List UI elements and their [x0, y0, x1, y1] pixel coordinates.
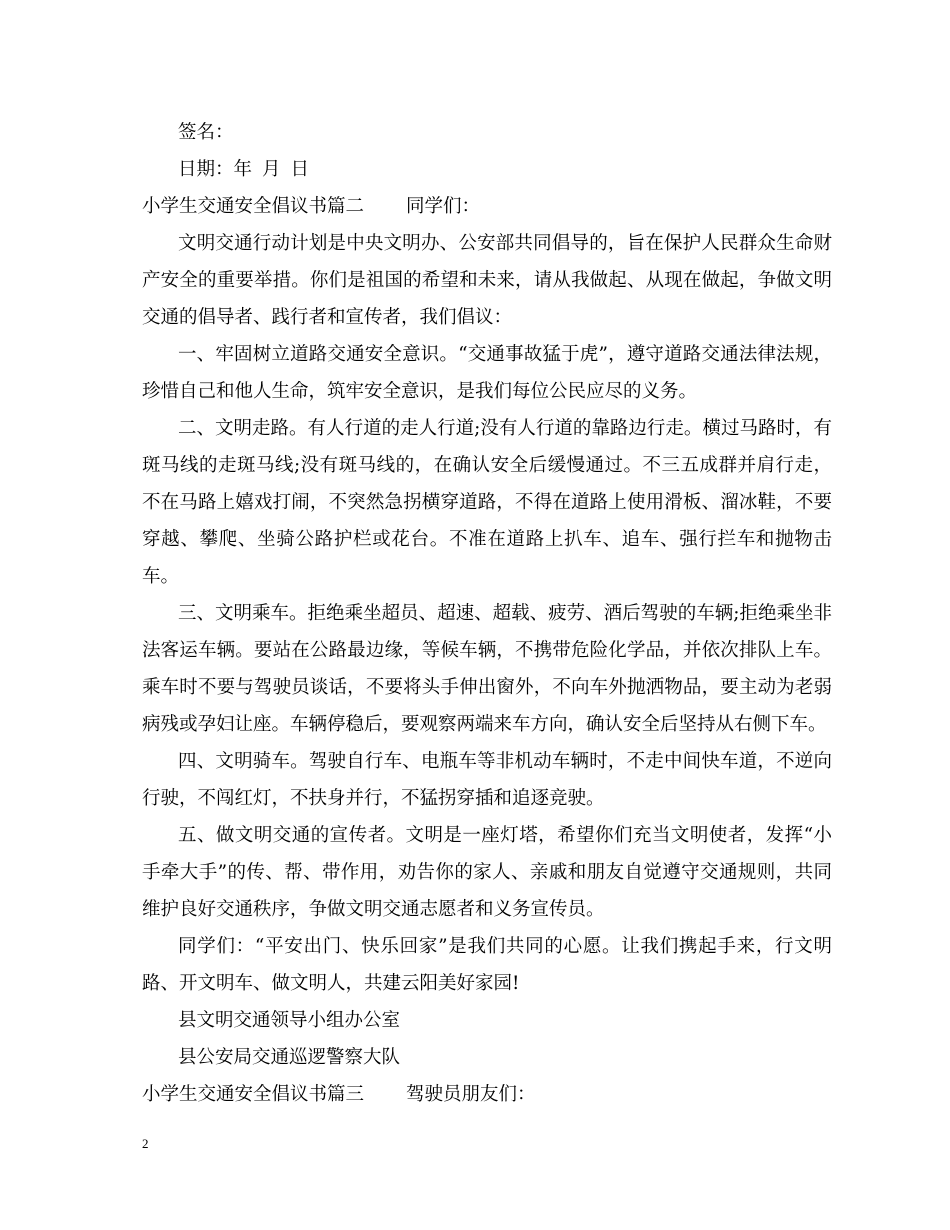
date-month: 月	[262, 159, 281, 180]
section2-paragraph-3: 三、文明乘车。拒绝乘坐超员、超速、超载、疲劳、酒后驾驶的车辆;拒绝乘坐非法客运车辆。要站在公路最边缘，等候车辆，不携带危险化学品，并依次排队上车。乘车时不要与驾驶员谈话，不要将头手伸出窗外，不向车外抛洒物品，要主动为老弱病残或孕妇让座。车辆停稳后，要观察两端来车方向，确认安全后坚持从右侧下车。	[142, 603, 832, 735]
section2-heading: 小学生交通安全倡议书篇二	[142, 196, 365, 217]
page-number: 2	[142, 1136, 149, 1151]
section3-salutation: 驾驶员朋友们：	[406, 1084, 536, 1105]
section2-paragraph-4: 四、文明骑车。驾驶自行车、电瓶车等非机动车辆时，不走中间快车道，不逆向行驶，不闯红灯，不扶身并行，不猛拐穿插和追逐竞驶。	[142, 751, 832, 809]
signature-label: 签名：	[178, 122, 234, 143]
signature-line	[142, 114, 832, 151]
date-day: 日	[290, 159, 310, 180]
date-label: 日期：	[178, 159, 234, 180]
section2-paragraph-closing: 同学们：“平安出门、快乐回家”是我们共同的心愿。让我们携起手来，行文明路、开文明车、做文明人，共建云阳美好家园!	[142, 936, 832, 994]
section2-salutation: 同学们：	[406, 196, 481, 217]
date-line	[142, 151, 832, 188]
signatory-office: 县文明交通领导小组办公室	[178, 1010, 401, 1031]
signatory-line	[142, 1039, 832, 1076]
section2-paragraph-1: 一、牢固树立道路交通安全意识。“交通事故猛于虎”，遵守道路交通法律法规，珍惜自己和他人生命，筑牢安全意识，是我们每位公民应尽的义务。	[142, 344, 832, 402]
section2-paragraph-5: 五、做文明交通的宣传者。文明是一座灯塔，希望你们充当文明使者，发挥“小手牵大手”的传、帮、带作用，劝告你的家人、亲戚和朋友自觉遵守交通规则，共同维护良好交通秩序，争做文明交通志愿者和义务宣传员。	[142, 825, 832, 920]
date-year: 年	[233, 159, 253, 180]
section3-heading-line	[142, 1076, 832, 1113]
section2-heading-line	[142, 188, 832, 225]
section2-paragraph-intro: 文明交通行动计划是中央文明办、公安部共同倡导的，旨在保护人民群众生命财产安全的重要举措。你们是祖国的希望和未来，请从我做起、从现在做起，争做文明交通的倡导者、践行者和宣传者，我们倡议：	[142, 233, 832, 328]
section2-paragraph-2: 二、文明走路。有人行道的走人行道;没有人行道的靠路边行走。横过马路时，有斑马线的走斑马线;没有斑马线的，在确认安全后缓慢通过。不三五成群并肩行走，不在马路上嬉戏打闹，不突然急拐横穿道路，不得在道路上使用滑板、溜冰鞋，不要穿越、攀爬、坐骑公路护栏或花台。不准在道路上扒车、追车、强行拦车和抛物击车。	[142, 418, 832, 587]
signatory-line	[142, 1002, 832, 1039]
document-page	[142, 114, 832, 1113]
signatory-police: 县公安局交通巡逻警察大队	[178, 1047, 401, 1068]
section3-heading: 小学生交通安全倡议书篇三	[142, 1084, 365, 1105]
